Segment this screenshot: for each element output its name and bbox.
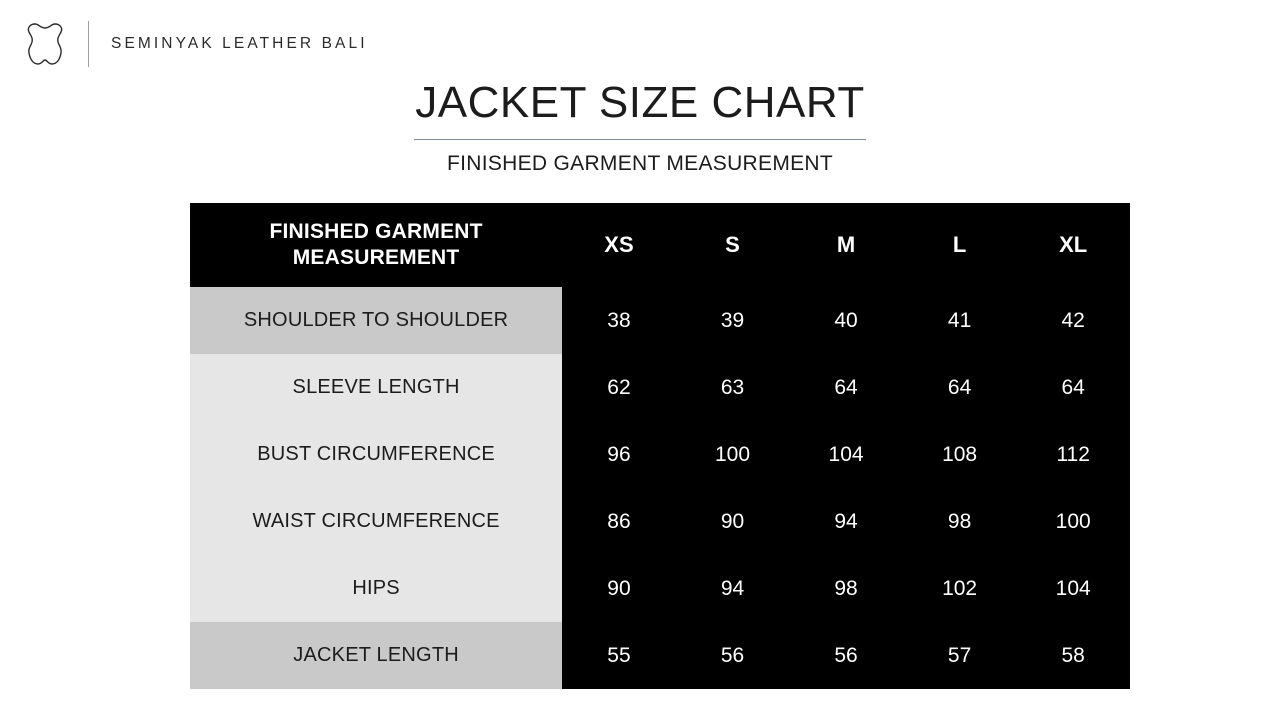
cell-shoulder-to-shoulder-m: 40 [789, 287, 903, 354]
leather-hide-icon [22, 20, 68, 68]
row-label-sleeve-length: SLEEVE LENGTH [190, 354, 562, 421]
table-header-row [190, 203, 1130, 287]
row-label-waist-circumference: WAIST CIRCUMFERENCE [190, 488, 562, 555]
brand-header [22, 18, 368, 70]
cell-shoulder-to-shoulder-xl: 42 [1016, 287, 1130, 354]
cell-waist-circumference-l: 98 [903, 488, 1017, 555]
cell-hips-xl: 104 [1016, 555, 1130, 622]
table-corner-header: FINISHED GARMENT MEASUREMENT [190, 203, 562, 287]
cell-hips-s: 94 [676, 555, 790, 622]
cell-waist-circumference-xs: 86 [562, 488, 676, 555]
cell-jacket-length-xl: 58 [1016, 622, 1130, 689]
cell-jacket-length-l: 57 [903, 622, 1017, 689]
cell-bust-circumference-l: 108 [903, 421, 1017, 488]
page-title: JACKET SIZE CHART [415, 78, 865, 127]
cell-sleeve-length-xl: 64 [1016, 354, 1130, 421]
row-label-jacket-length: JACKET LENGTH [190, 622, 562, 689]
row-label-shoulder-to-shoulder: SHOULDER TO SHOULDER [190, 287, 562, 354]
cell-jacket-length-xs: 55 [562, 622, 676, 689]
cell-waist-circumference-xl: 100 [1016, 488, 1130, 555]
cell-sleeve-length-xs: 62 [562, 354, 676, 421]
cell-bust-circumference-s: 100 [676, 421, 790, 488]
cell-bust-circumference-xs: 96 [562, 421, 676, 488]
cell-jacket-length-m: 56 [789, 622, 903, 689]
cell-shoulder-to-shoulder-s: 39 [676, 287, 790, 354]
cell-sleeve-length-m: 64 [789, 354, 903, 421]
table-row [190, 622, 1130, 689]
cell-bust-circumference-m: 104 [789, 421, 903, 488]
table-row [190, 421, 1130, 488]
row-label-hips: HIPS [190, 555, 562, 622]
size-chart-table [190, 203, 1130, 689]
table-row [190, 287, 1130, 354]
cell-shoulder-to-shoulder-xs: 38 [562, 287, 676, 354]
cell-shoulder-to-shoulder-l: 41 [903, 287, 1017, 354]
brand-divider [88, 21, 89, 67]
table-header-size-xs: XS [562, 203, 676, 287]
row-label-bust-circumference: BUST CIRCUMFERENCE [190, 421, 562, 488]
cell-sleeve-length-l: 64 [903, 354, 1017, 421]
table-row [190, 354, 1130, 421]
cell-waist-circumference-s: 90 [676, 488, 790, 555]
cell-hips-xs: 90 [562, 555, 676, 622]
cell-bust-circumference-xl: 112 [1016, 421, 1130, 488]
cell-jacket-length-s: 56 [676, 622, 790, 689]
title-block [0, 78, 1280, 176]
table-header-size-s: S [676, 203, 790, 287]
title-rule [414, 139, 866, 140]
table-header-size-xl: XL [1016, 203, 1130, 287]
page-subtitle: FINISHED GARMENT MEASUREMENT [446, 151, 834, 175]
brand-name: SEMINYAK LEATHER BALI [111, 35, 368, 52]
table-row [190, 555, 1130, 622]
table-row [190, 488, 1130, 555]
cell-sleeve-length-s: 63 [676, 354, 790, 421]
cell-waist-circumference-m: 94 [789, 488, 903, 555]
table-header-size-l: L [903, 203, 1017, 287]
table-header-size-m: M [789, 203, 903, 287]
cell-hips-l: 102 [903, 555, 1017, 622]
cell-hips-m: 98 [789, 555, 903, 622]
